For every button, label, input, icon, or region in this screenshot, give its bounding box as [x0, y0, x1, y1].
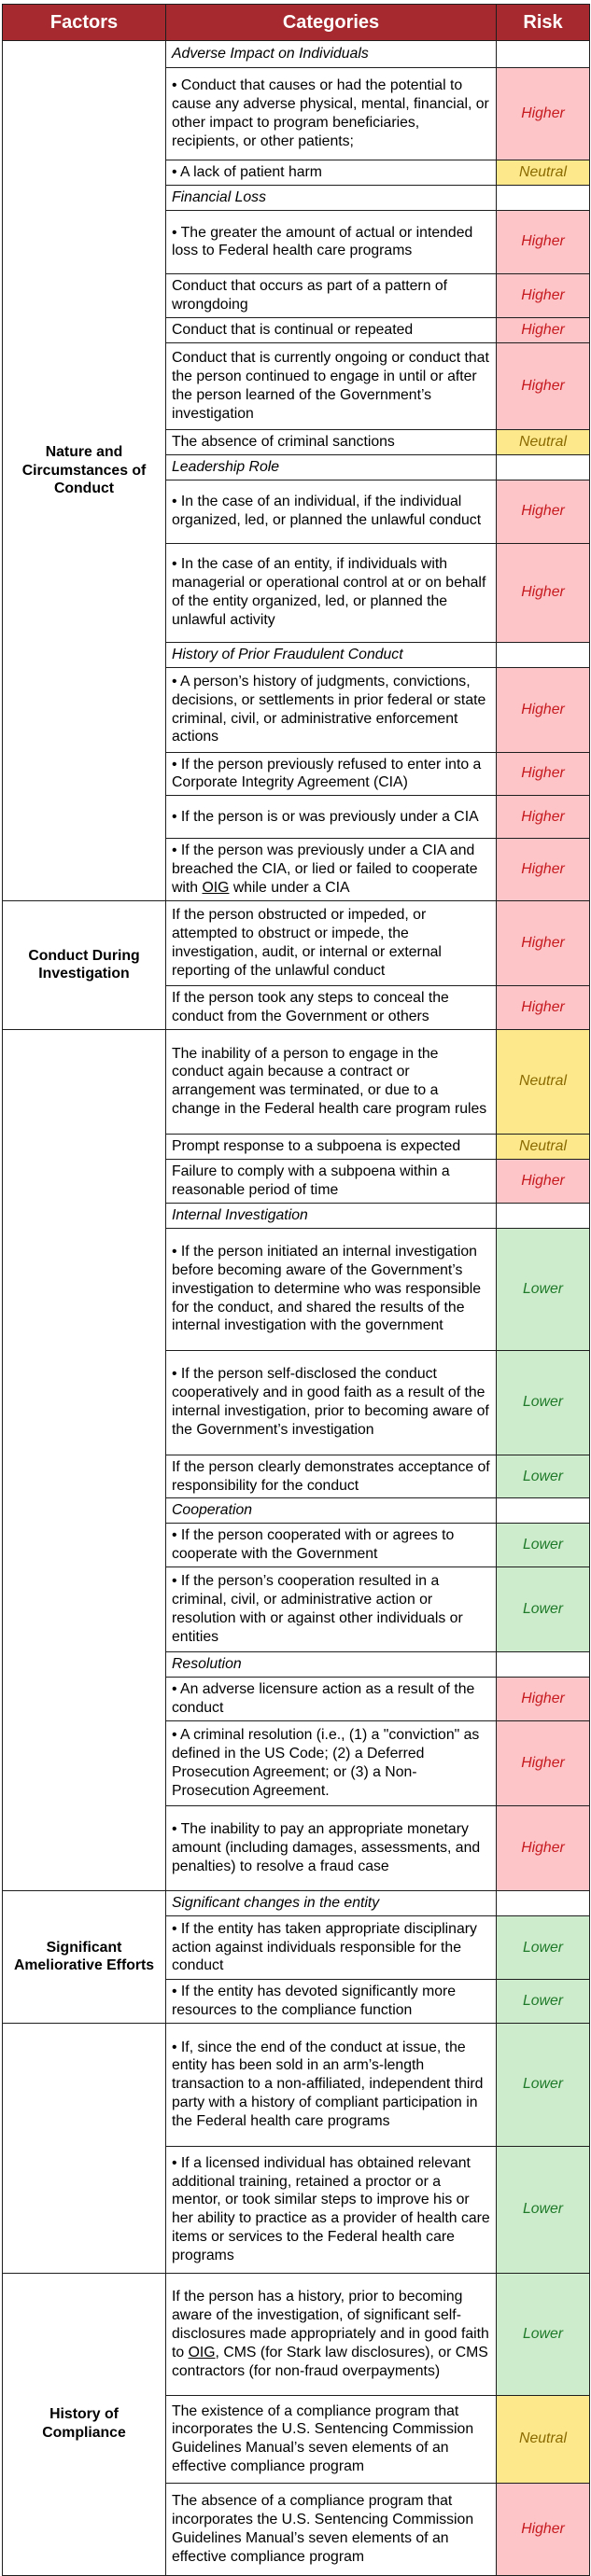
factor-unlabeled-2: [3, 2023, 166, 2273]
category-text: • If the person cooperated with or agrees to cooperate with the Government: [166, 1524, 497, 1567]
category-text: • If the person is or was previously under a CIA: [166, 796, 497, 839]
risk-badge-lower: Lower: [497, 2023, 590, 2146]
category-text: The absence of a compliance program that incorporates the U.S. Sentencing Commission Guidelines Manual’s seven elements of an effective compliance program: [166, 2483, 497, 2575]
category-text: Conduct that occurs as part of a pattern of wrongdoing: [166, 273, 497, 317]
risk-badge-higher: Higher: [497, 1678, 590, 1721]
risk-badge-higher: Higher: [497, 543, 590, 642]
factor-nature-circumstances: Nature and Circumstances of Conduct: [3, 41, 166, 901]
risk-badge-higher: Higher: [497, 68, 590, 160]
category-text: • If the person initiated an internal investigation before becoming aware of the Government’s investigation to determine who was responsible for the conduct, and shared the results of the internal investigation with the government: [166, 1228, 497, 1350]
category-text: • If the person’s cooperation resulted in a criminal, civil, or administrative action or resolution with or against other individuals or entities: [166, 1567, 497, 1652]
subcategory-entity-changes: Significant changes in the entity: [166, 1891, 497, 1916]
header-factors: Factors: [3, 5, 166, 41]
oig-acronym: OIG: [188, 2344, 216, 2360]
factor-unlabeled: [3, 1029, 166, 1890]
factor-ameliorative-efforts: Significant Ameliorative Efforts: [3, 1891, 166, 2024]
category-text: • A lack of patient harm: [166, 160, 497, 186]
oig-acronym: OIG: [202, 880, 230, 897]
risk-badge-higher: Higher: [497, 317, 590, 342]
risk-badge-higher: Higher: [497, 839, 590, 901]
risk-badge-higher: Higher: [497, 986, 590, 1030]
factor-conduct-during-investigation: Conduct During Investigation: [3, 901, 166, 1030]
risk-badge-higher: Higher: [497, 342, 590, 429]
risk-badge-higher: Higher: [497, 1806, 590, 1891]
risk-badge-higher: Higher: [497, 901, 590, 986]
category-text: If the person clearly demonstrates acceptance of responsibility for the conduct: [166, 1455, 497, 1498]
category-text: • In the case of an individual, if the individual organized, led, or planned the unlawful conduct: [166, 480, 497, 543]
risk-badge-lower: Lower: [497, 1350, 590, 1455]
subcategory-financial-loss: Financial Loss: [166, 185, 497, 210]
subcategory-leadership-role: Leadership Role: [166, 454, 497, 480]
risk-badge-higher: Higher: [497, 667, 590, 752]
category-text: Prompt response to a subpoena is expected: [166, 1134, 497, 1159]
risk-badge-higher: Higher: [497, 1721, 590, 1806]
category-text: • A person’s history of judgments, convictions, decisions, or settlements in prior federal or state criminal, civil, or administrative enforcement actions: [166, 667, 497, 752]
subcategory-internal-investigation: Internal Investigation: [166, 1203, 497, 1228]
risk-badge-higher: Higher: [497, 210, 590, 273]
category-text: • The greater the amount of actual or intended loss to Federal health care programs: [166, 210, 497, 273]
category-text: • If a licensed individual has obtained relevant additional training, retained a proctor or a mentor, or took similar steps to improve his or her ability to practice as a provider of health care items or services to the Federal health care programs: [166, 2146, 497, 2273]
category-text: If the person took any steps to conceal the conduct from the Government or others: [166, 986, 497, 1030]
risk-badge-higher: Higher: [497, 1159, 590, 1203]
risk-badge-neutral: Neutral: [497, 429, 590, 454]
risk-badge-higher: Higher: [497, 2483, 590, 2575]
category-text: • If the person previously refused to enter into a Corporate Integrity Agreement (CIA): [166, 752, 497, 796]
category-text: The inability of a person to engage in the conduct again because a contract or arrangement was terminated, or due to a change in the Federal health care program rules: [166, 1029, 497, 1134]
risk-badge-lower: Lower: [497, 2273, 590, 2395]
category-text: If the person has a history, prior to becoming aware of the investigation, of significant self-disclosures made appropriately and in good faith to OIG, CMS (for Stark law disclosures), or CMS contractors (for non-fraud overpayments): [166, 2273, 497, 2395]
category-text: • The inability to pay an appropriate monetary amount (including damages, assessments, and penalties) to resolve a fraud case: [166, 1806, 497, 1891]
header-row: [3, 5, 590, 41]
risk-badge-lower: Lower: [497, 1916, 590, 1980]
risk-badge-neutral: Neutral: [497, 1029, 590, 1134]
subcategory-resolution: Resolution: [166, 1652, 497, 1678]
category-text: The existence of a compliance program that incorporates the U.S. Sentencing Commission Guidelines Manual’s seven elements of an effective compliance program: [166, 2395, 497, 2483]
risk-badge-higher: Higher: [497, 796, 590, 839]
category-text: Conduct that is currently ongoing or conduct that the person continued to engage in until or after the person learned of the Government’s investigation: [166, 342, 497, 429]
category-text: Conduct that is continual or repeated: [166, 317, 497, 342]
risk-badge-lower: Lower: [497, 1980, 590, 2024]
risk-badge-neutral: Neutral: [497, 160, 590, 186]
risk-badge-higher: Higher: [497, 273, 590, 317]
category-text: The absence of criminal sanctions: [166, 429, 497, 454]
category-text: If the person obstructed or impeded, or attempted to obstruct or impede, the investigation, audit, or internal or external reporting of the unlawful conduct: [166, 901, 497, 986]
risk-badge-higher: Higher: [497, 752, 590, 796]
risk-badge-neutral: Neutral: [497, 1134, 590, 1159]
header-categories: Categories: [166, 5, 497, 41]
category-text: • If the entity has devoted significantly more resources to the compliance function: [166, 1980, 497, 2024]
risk-badge-neutral: Neutral: [497, 2395, 590, 2483]
category-text: • If the entity has taken appropriate disciplinary action against individuals responsible for the conduct: [166, 1916, 497, 1980]
subcategory-prior-fraud: History of Prior Fraudulent Conduct: [166, 642, 497, 667]
risk-badge-lower: Lower: [497, 1524, 590, 1567]
risk-badge-lower: Lower: [497, 1455, 590, 1498]
category-text: • In the case of an entity, if individuals with managerial or operational control at or on behalf of the entity organized, led, or planned the unlawful activity: [166, 543, 497, 642]
risk-badge-higher: Higher: [497, 480, 590, 543]
risk-factors-table: [2, 4, 590, 2576]
category-text: • Conduct that causes or had the potential to cause any adverse physical, mental, financial, or other impact to program beneficiaries, recipients, or other patients;: [166, 68, 497, 160]
category-text: • An adverse licensure action as a result of the conduct: [166, 1678, 497, 1721]
risk-badge-lower: Lower: [497, 1228, 590, 1350]
risk-badge-lower: Lower: [497, 1567, 590, 1652]
header-risk: Risk: [497, 5, 590, 41]
subcategory-cooperation: Cooperation: [166, 1498, 497, 1524]
category-text: • A criminal resolution (i.e., (1) a "conviction" as defined in the US Code; (2) a Deferred Prosecution Agreement; or (3) a Non-Prosecution Agreement.: [166, 1721, 497, 1806]
factor-history-of-compliance: History of Compliance: [3, 2273, 166, 2575]
category-text: • If the person was previously under a CIA and breached the CIA, or lied or failed to cooperate with OIG while under a CIA: [166, 839, 497, 901]
risk-badge-lower: Lower: [497, 2146, 590, 2273]
subcategory-adverse-impact: Adverse Impact on Individuals: [166, 41, 497, 68]
category-text: • If the person self-disclosed the conduct cooperatively and in good faith as a result of the internal investigation, prior to becoming aware of the Government’s investigation: [166, 1350, 497, 1455]
category-text: • If, since the end of the conduct at issue, the entity has been sold in an arm’s-length transaction to a non-affiliated, independent third party with a history of compliant participation in the Federal health care programs: [166, 2023, 497, 2146]
category-text: Failure to comply with a subpoena within a reasonable period of time: [166, 1159, 497, 1203]
